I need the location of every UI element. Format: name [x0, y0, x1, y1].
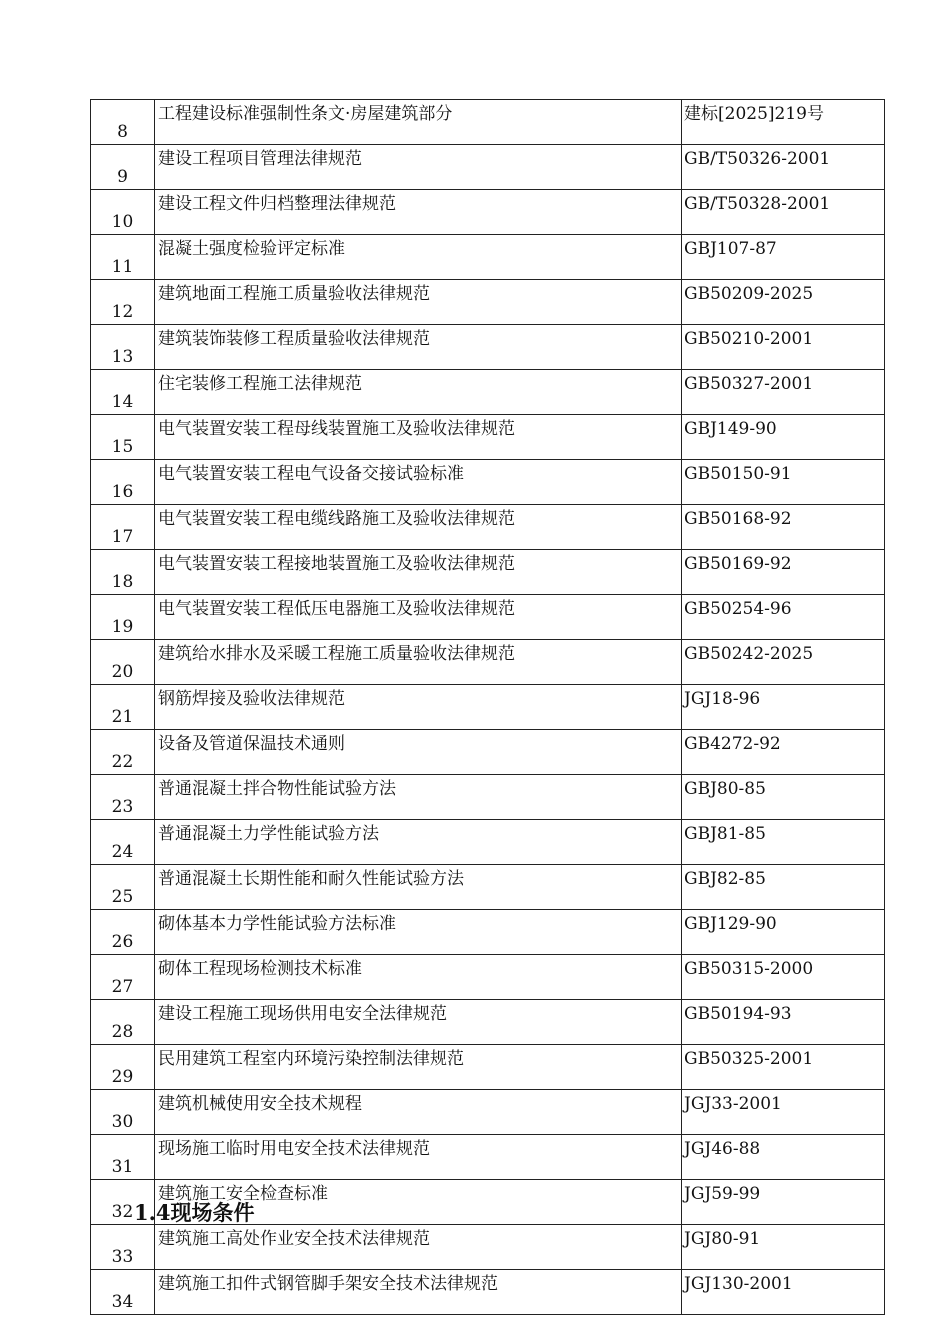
table-row [91, 775, 885, 820]
row-number: 27 [91, 955, 155, 1000]
row-number: 25 [91, 865, 155, 910]
standard-name: 建筑装饰装修工程质量验收法律规范 [155, 325, 682, 370]
standard-name: 电气装置安装工程低压电器施工及验收法律规范 [155, 595, 682, 640]
standard-name: 电气装置安装工程电气设备交接试验标准 [155, 460, 682, 505]
table-row [91, 190, 885, 235]
row-number: 18 [91, 550, 155, 595]
standard-name: 设备及管道保温技术通则 [155, 730, 682, 775]
table-row [91, 955, 885, 1000]
row-number: 23 [91, 775, 155, 820]
standard-code: GB4272-92 [682, 730, 885, 775]
standard-code: JGJ130-2001 [682, 1270, 885, 1315]
table-row [91, 505, 885, 550]
standard-code: GB50150-91 [682, 460, 885, 505]
standard-name: 混凝土强度检验评定标准 [155, 235, 682, 280]
standard-name: 砌体工程现场检测技术标准 [155, 955, 682, 1000]
row-number: 26 [91, 910, 155, 955]
standards-table [90, 99, 885, 1315]
standard-name: 建筑施工扣件式钢管脚手架安全技术法律规范 [155, 1270, 682, 1315]
row-number: 8 [91, 100, 155, 145]
table-row [91, 1045, 885, 1090]
standard-code: GB/T50328-2001 [682, 190, 885, 235]
standard-code: JGJ80-91 [682, 1225, 885, 1270]
row-number: 30 [91, 1090, 155, 1135]
table-row [91, 1135, 885, 1180]
standard-name: 建筑地面工程施工质量验收法律规范 [155, 280, 682, 325]
table-row [91, 1270, 885, 1315]
standard-code: GBJ82-85 [682, 865, 885, 910]
standard-name: 普通混凝土长期性能和耐久性能试验方法 [155, 865, 682, 910]
standard-name: 建设工程施工现场供用电安全法律规范 [155, 1000, 682, 1045]
row-number: 15 [91, 415, 155, 460]
standard-name: 电气装置安装工程母线装置施工及验收法律规范 [155, 415, 682, 460]
standard-code: GB/T50326-2001 [682, 145, 885, 190]
row-number: 9 [91, 145, 155, 190]
table-row [91, 1090, 885, 1135]
table-row [91, 730, 885, 775]
row-number: 14 [91, 370, 155, 415]
row-number: 19 [91, 595, 155, 640]
standard-code: GB50169-92 [682, 550, 885, 595]
standard-code: GB50327-2001 [682, 370, 885, 415]
standard-code: GBJ129-90 [682, 910, 885, 955]
table-row [91, 325, 885, 370]
standard-code: JGJ59-99 [682, 1180, 885, 1225]
table-row [91, 460, 885, 505]
table-row [91, 235, 885, 280]
table-row [91, 550, 885, 595]
standard-code: GB50209-2025 [682, 280, 885, 325]
row-number: 17 [91, 505, 155, 550]
row-number: 22 [91, 730, 155, 775]
standard-name: 普通混凝土力学性能试验方法 [155, 820, 682, 865]
standard-code: GB50194-93 [682, 1000, 885, 1045]
standard-code: GB50254-96 [682, 595, 885, 640]
standard-name: 电气装置安装工程接地装置施工及验收法律规范 [155, 550, 682, 595]
standard-name: 钢筋焊接及验收法律规范 [155, 685, 682, 730]
standard-name: 现场施工临时用电安全技术法律规范 [155, 1135, 682, 1180]
row-number: 20 [91, 640, 155, 685]
standard-code: GB50242-2025 [682, 640, 885, 685]
standard-code: JGJ18-96 [682, 685, 885, 730]
table-row [91, 145, 885, 190]
table-row [91, 640, 885, 685]
table-row [91, 370, 885, 415]
standard-name: 工程建设标准强制性条文·房屋建筑部分 [155, 100, 682, 145]
table-row [91, 280, 885, 325]
table-row [91, 595, 885, 640]
row-number: 12 [91, 280, 155, 325]
standard-name: 建筑给水排水及采暖工程施工质量验收法律规范 [155, 640, 682, 685]
row-number: 33 [91, 1225, 155, 1270]
standard-name: 民用建筑工程室内环境污染控制法律规范 [155, 1045, 682, 1090]
standard-name: 建筑机械使用安全技术规程 [155, 1090, 682, 1135]
standard-code: JGJ33-2001 [682, 1090, 885, 1135]
standard-code: GBJ81-85 [682, 820, 885, 865]
standards-table-body [91, 100, 885, 1315]
standard-code: GBJ107-87 [682, 235, 885, 280]
table-row [91, 415, 885, 460]
row-number: 31 [91, 1135, 155, 1180]
table-row [91, 910, 885, 955]
standard-code: GBJ149-90 [682, 415, 885, 460]
table-row [91, 865, 885, 910]
table-row [91, 685, 885, 730]
table-row [91, 1000, 885, 1045]
standard-name: 电气装置安装工程电缆线路施工及验收法律规范 [155, 505, 682, 550]
row-number: 29 [91, 1045, 155, 1090]
standard-code: GB50210-2001 [682, 325, 885, 370]
row-number: 13 [91, 325, 155, 370]
row-number: 16 [91, 460, 155, 505]
standard-code: GB50325-2001 [682, 1045, 885, 1090]
standard-code: GB50315-2000 [682, 955, 885, 1000]
row-number: 24 [91, 820, 155, 865]
section-heading: 1.4现场条件 [134, 1200, 255, 1225]
table-row [91, 820, 885, 865]
standard-name: 砌体基本力学性能试验方法标准 [155, 910, 682, 955]
standard-code: 建标[2025]219号 [682, 100, 885, 145]
row-number: 11 [91, 235, 155, 280]
standard-name: 建设工程文件归档整理法律规范 [155, 190, 682, 235]
table-row [91, 100, 885, 145]
row-number: 34 [91, 1270, 155, 1315]
row-number: 32 [91, 1180, 155, 1225]
standard-name: 普通混凝土拌合物性能试验方法 [155, 775, 682, 820]
standard-code: GBJ80-85 [682, 775, 885, 820]
row-number: 21 [91, 685, 155, 730]
standard-name: 建设工程项目管理法律规范 [155, 145, 682, 190]
standard-name: 住宅装修工程施工法律规范 [155, 370, 682, 415]
row-number: 10 [91, 190, 155, 235]
standard-name: 建筑施工安全检查标准 [155, 1180, 682, 1225]
standard-code: GB50168-92 [682, 505, 885, 550]
standard-name: 建筑施工高处作业安全技术法律规范 [155, 1225, 682, 1270]
standard-code: JGJ46-88 [682, 1135, 885, 1180]
table-row [91, 1225, 885, 1270]
row-number: 28 [91, 1000, 155, 1045]
